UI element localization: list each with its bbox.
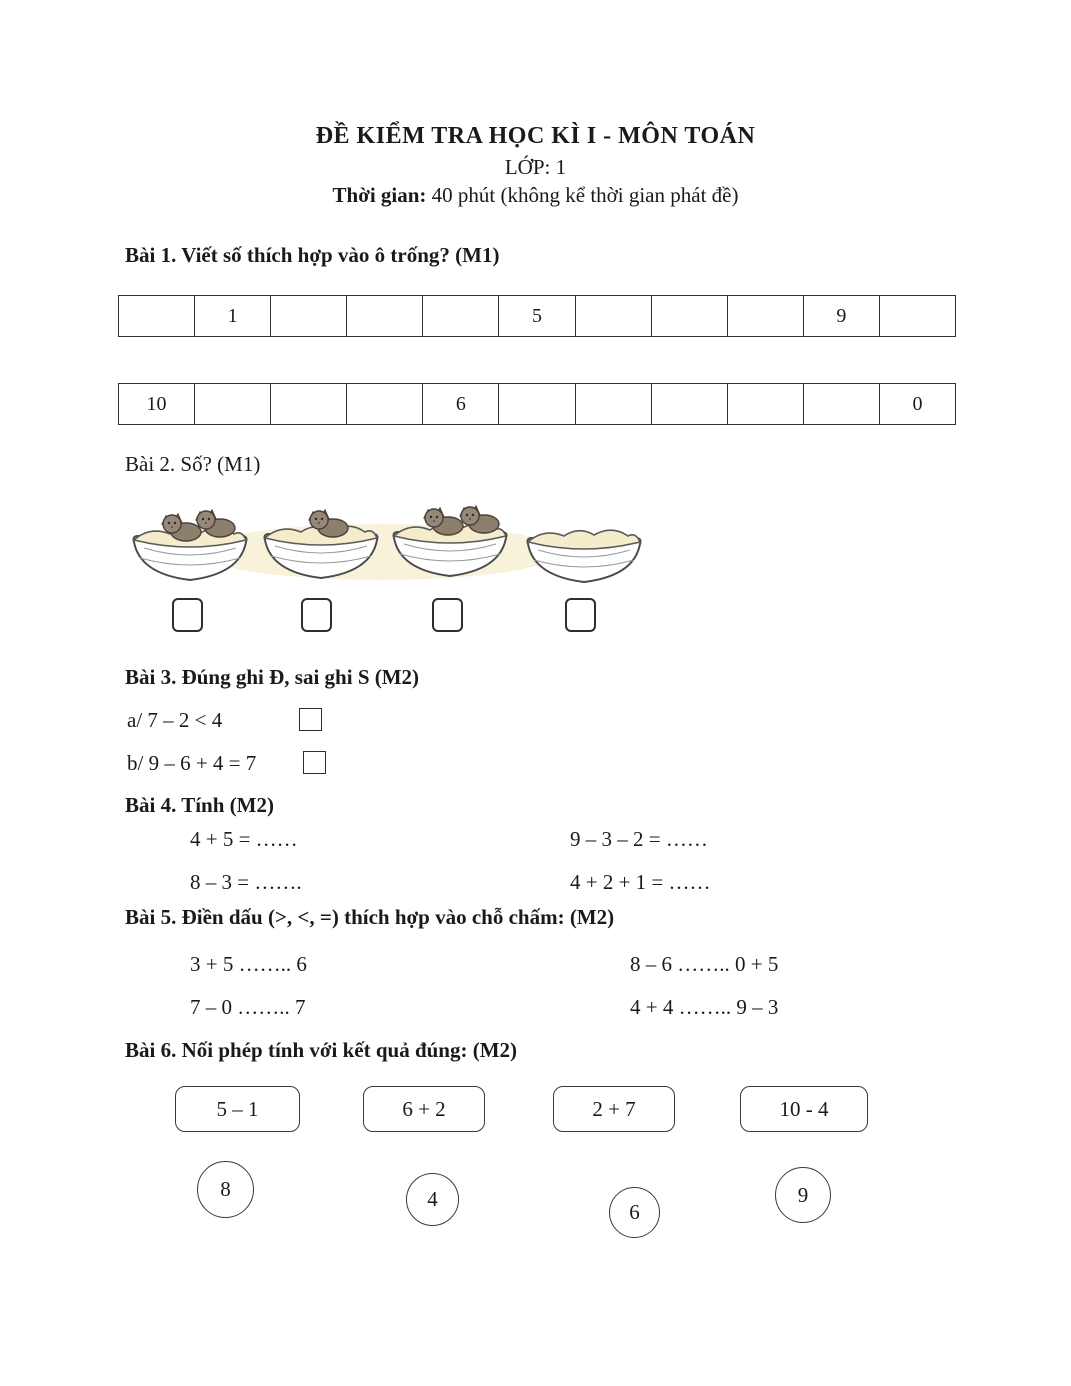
bai5-eq-right-2: 4 + 4 …….. 9 – 3 <box>630 995 779 1019</box>
number-cell: 5 <box>499 296 575 336</box>
bai6-result-circle-9[interactable]: 9 <box>775 1167 831 1223</box>
number-cell: 0 <box>912 392 923 415</box>
bai6-expression-box-2[interactable]: 6 + 2 <box>363 1086 485 1132</box>
kittens-in-baskets-image <box>130 492 650 597</box>
number-cell[interactable] <box>804 384 880 424</box>
bai3-item-a: a/ 7 – 2 < 4 <box>127 708 223 732</box>
bai3-item-b: b/ 9 – 6 + 4 = 7 <box>127 751 257 775</box>
bai5-eq-left-1: 3 + 5 …….. 6 <box>190 952 307 976</box>
bai3-heading: Bài 3. Đúng ghi Đ, sai ghi S (M2) <box>125 665 420 689</box>
number-cell[interactable] <box>195 384 271 424</box>
number-cell[interactable] <box>728 296 804 336</box>
bai4-heading: Bài 4. Tính (M2) <box>125 793 274 817</box>
number-cell[interactable] <box>119 296 195 336</box>
bai6-expression-box-4[interactable]: 10 - 4 <box>740 1086 868 1132</box>
bai2-answer-box-4[interactable] <box>565 598 596 632</box>
number-cell[interactable] <box>271 296 347 336</box>
number-cell[interactable] <box>728 384 804 424</box>
bai4-eq-right-2: 4 + 2 + 1 = …… <box>570 870 711 894</box>
time-label: Thời gian: <box>332 183 427 207</box>
bai6-expression-box-1[interactable]: 5 – 1 <box>175 1086 300 1132</box>
number-cell[interactable] <box>652 296 728 336</box>
number-cell: 6 <box>423 384 499 424</box>
page-title: ĐỀ KIỂM TRA HỌC KÌ I - MÔN TOÁN <box>315 123 756 149</box>
bai6-expression-box-3[interactable]: 2 + 7 <box>553 1086 675 1132</box>
number-cell[interactable] <box>423 296 499 336</box>
time-value: 40 phút (không kể thời gian phát đề) <box>426 183 739 207</box>
bai2-answer-box-2[interactable] <box>301 598 332 632</box>
bai6-heading: Bài 6. Nối phép tính với kết quả đúng: (M2) <box>125 1038 518 1062</box>
number-cell[interactable] <box>880 296 955 336</box>
number-cell: 10 <box>119 384 195 424</box>
number-cell[interactable] <box>347 296 423 336</box>
bai2-heading: Bài 2. Số? (M1) <box>125 452 261 476</box>
bai1-number-row-2 <box>118 383 956 425</box>
bai3-answer-box-a[interactable] <box>299 708 322 731</box>
bai4-eq-left-2: 8 – 3 = ……. <box>190 870 302 894</box>
number-cell[interactable] <box>499 384 575 424</box>
bai2-answer-box-3[interactable] <box>432 598 463 632</box>
bai1-number-row-1 <box>118 295 956 337</box>
number-cell[interactable] <box>576 296 652 336</box>
bai4-eq-right-1: 9 – 3 – 2 = …… <box>570 827 708 851</box>
bai5-heading: Bài 5. Điền dấu (>, <, =) thích hợp vào chỗ chấm: (M2) <box>125 905 615 929</box>
bai6-result-circle-8[interactable]: 8 <box>197 1161 254 1218</box>
number-cell: 1 <box>195 296 271 336</box>
bai5-eq-left-2: 7 – 0 …….. 7 <box>190 995 306 1019</box>
bai2-answer-box-1[interactable] <box>172 598 203 632</box>
bai6-result-circle-4[interactable]: 4 <box>406 1173 459 1226</box>
bai6-result-circle-6[interactable]: 6 <box>609 1187 660 1238</box>
number-cell: 9 <box>804 296 880 336</box>
number-cell[interactable] <box>347 384 423 424</box>
bai4-eq-left-1: 4 + 5 = …… <box>190 827 298 851</box>
time-line <box>0 183 1071 208</box>
bai3-answer-box-b[interactable] <box>303 751 326 774</box>
bai5-eq-right-1: 8 – 6 …….. 0 + 5 <box>630 952 779 976</box>
number-cell[interactable] <box>652 384 728 424</box>
number-cell[interactable] <box>271 384 347 424</box>
number-cell[interactable] <box>576 384 652 424</box>
class-label: LỚP: 1 <box>504 155 567 179</box>
bai1-heading: Bài 1. Viết số thích hợp vào ô trống? (M1) <box>125 243 500 267</box>
